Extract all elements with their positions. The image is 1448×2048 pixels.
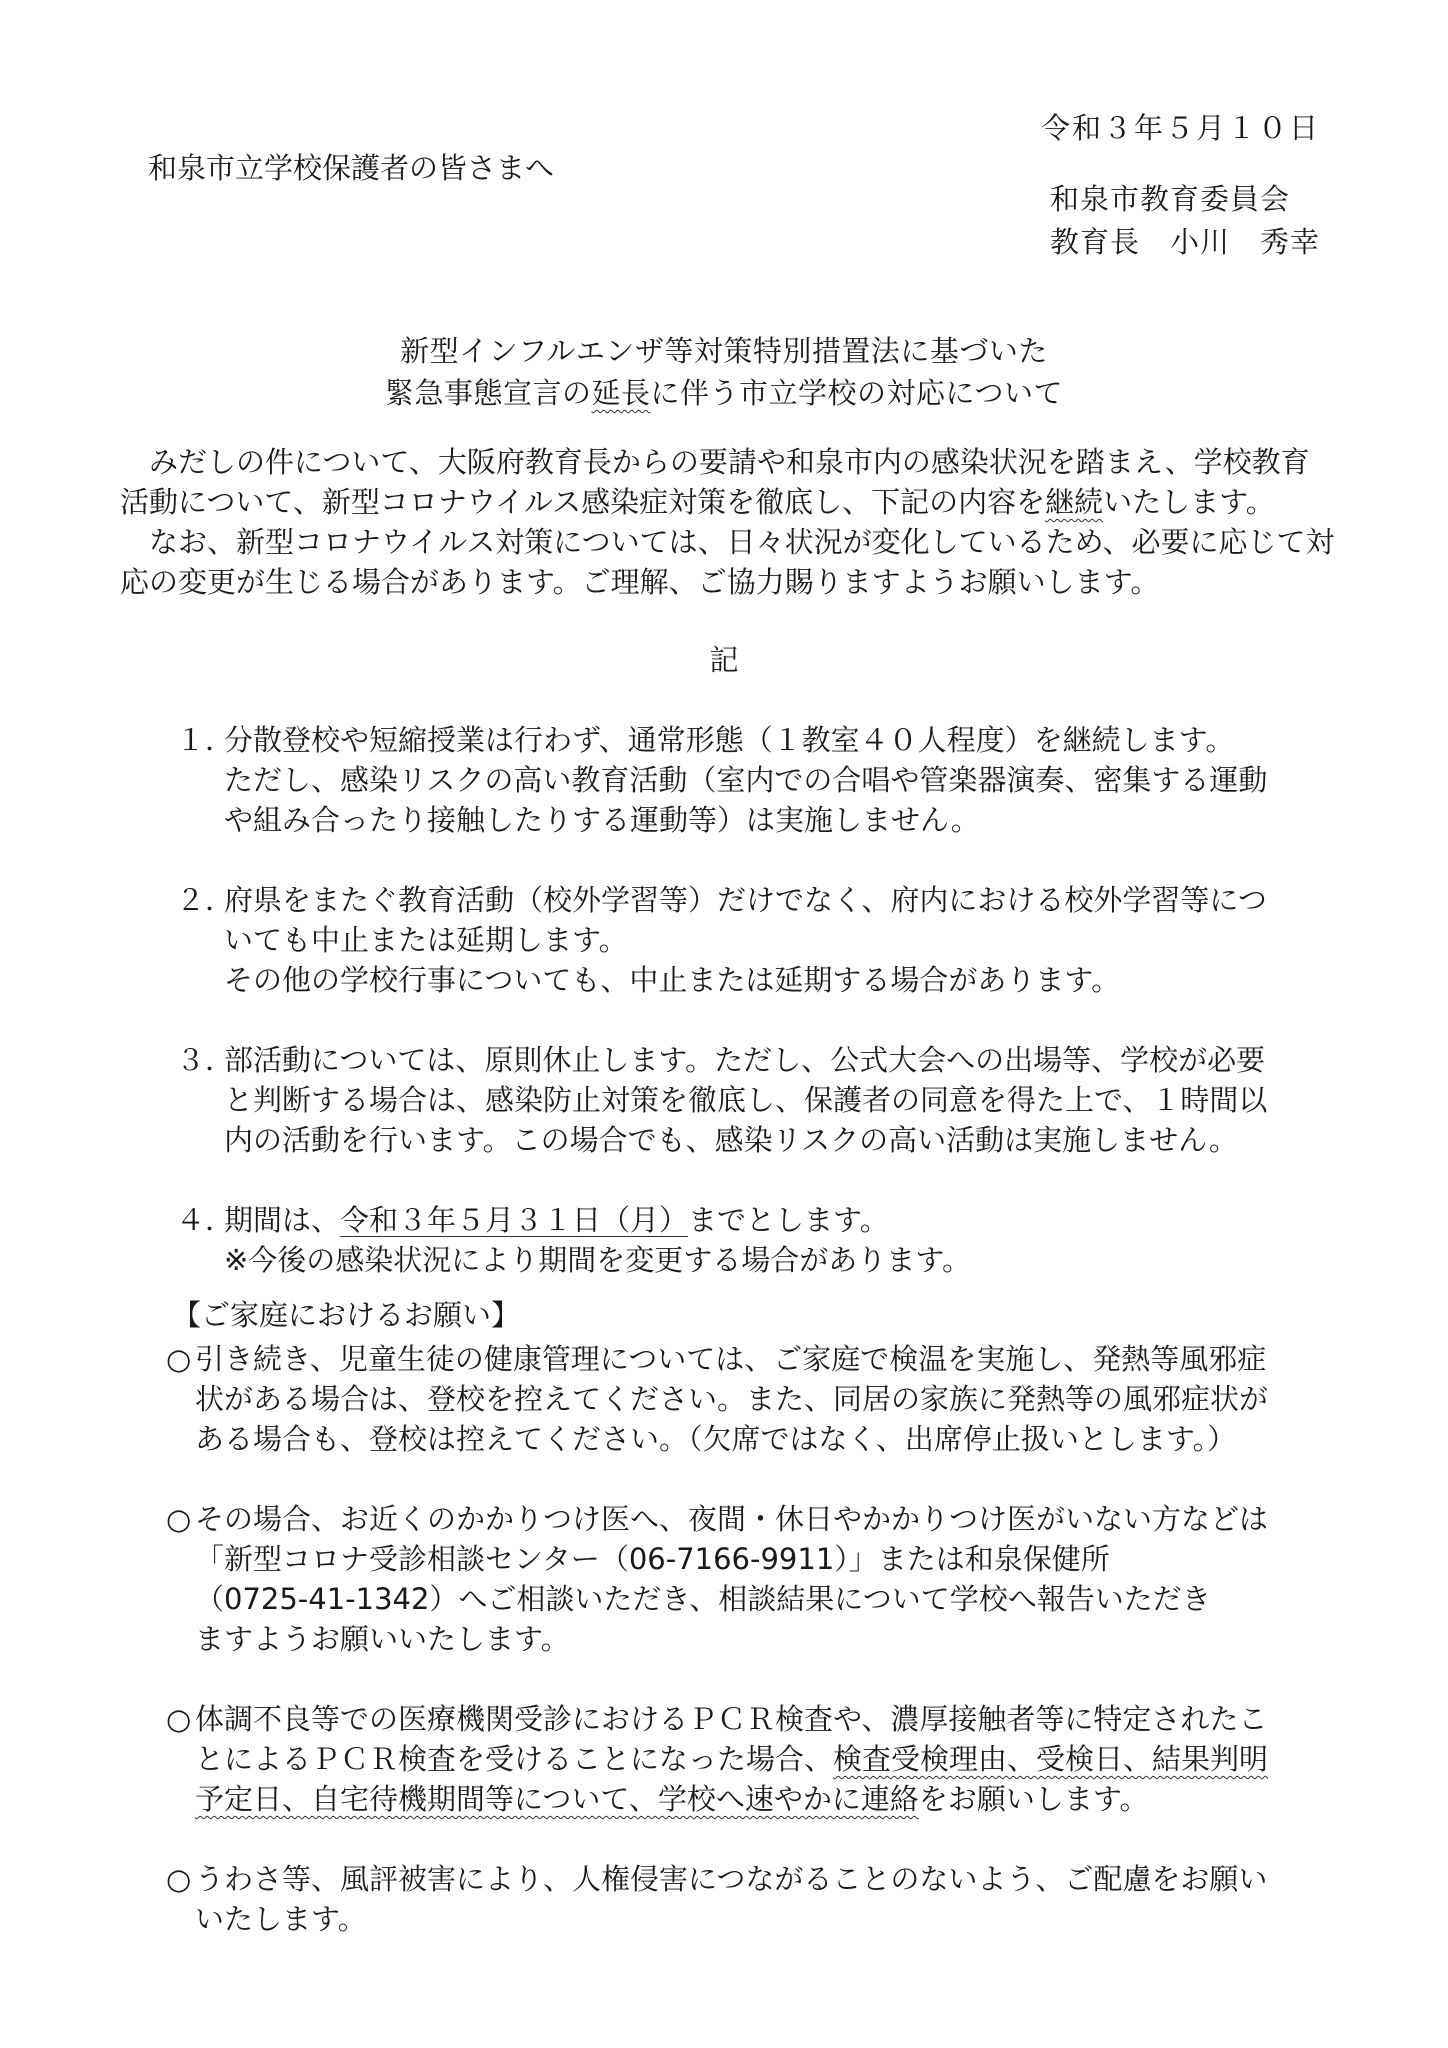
item-number: ４． bbox=[176, 1203, 235, 1237]
intro-text bbox=[120, 442, 1335, 602]
request-line: （0725-41-1342）へご相談いただき、相談結果について学校へ報告いただき bbox=[195, 1582, 1211, 1616]
period-end-date: 令和３年５月３１日（月） bbox=[340, 1203, 689, 1237]
addressee: 和泉市立学校保護者の皆さまへ bbox=[148, 151, 555, 185]
request-4 bbox=[166, 1859, 1341, 1939]
request-body bbox=[195, 1339, 1341, 1459]
circle-bullet: ○ bbox=[166, 1342, 192, 1376]
request-line bbox=[195, 1779, 1341, 1819]
circle-bullet: ○ bbox=[166, 1702, 192, 1736]
title-line-2-post: に伴う市立学校の対応について bbox=[650, 376, 1063, 410]
item-body bbox=[224, 1200, 1336, 1280]
request-3-post: をお願いします。 bbox=[918, 1782, 1149, 1816]
item-line: いても中止または延期します。 bbox=[224, 923, 628, 957]
home-requests bbox=[166, 1295, 1341, 1979]
request-3-emphasis-a: 検査受検理由、受検日、結果判明 bbox=[833, 1742, 1269, 1776]
title-line-1: 新型インフルエンザ等対策特別措置法に基づいた bbox=[400, 334, 1048, 368]
item-number: ３． bbox=[176, 1043, 235, 1077]
item-line: その他の学校行事についても、中止または延期する場合があります。 bbox=[224, 963, 1121, 997]
item-line: 部活動については、原則休止します。ただし、公式大会への出場等、学校が必要 bbox=[224, 1043, 1266, 1077]
item-number: ２． bbox=[176, 883, 235, 917]
request-line: ますようお願いいたします。 bbox=[195, 1622, 570, 1656]
item-4-post: までとします。 bbox=[688, 1203, 889, 1237]
item-line: ※今後の感染状況により期間を変更する場合があります。 bbox=[224, 1243, 971, 1277]
request-body bbox=[195, 1499, 1341, 1659]
item-line: ただし、感染リスクの高い教育活動（室内での合唱や管楽器演奏、密集する運動 bbox=[224, 763, 1268, 797]
intro-p1-pre: みだしの件について、大阪府教育長からの要請や和泉市内の感染状況を踏まえ、学校教育活動について、新型コロナウイルス感染症対策を徹底し、下記の内容を bbox=[120, 445, 1310, 519]
ki-heading: 記 bbox=[709, 643, 739, 677]
request-3-pre: とによるＰＣＲ検査を受けることになった場合、 bbox=[195, 1742, 834, 1776]
item-line bbox=[224, 1200, 1336, 1240]
request-3-emphasis-b: 予定日、自宅待機期間等について、学校へ速やかに連絡 bbox=[195, 1782, 919, 1816]
request-line: 体調不良等での医療機関受診におけるＰＣＲ検査や、濃厚接触者等に特定されたこ bbox=[195, 1702, 1268, 1736]
request-2 bbox=[166, 1499, 1341, 1659]
request-line: その場合、お近くのかかりつけ医へ、夜間・休日やかかりつけ医がいない方などは bbox=[195, 1502, 1269, 1536]
intro-emphasis-continue: 継続 bbox=[1045, 485, 1104, 519]
item-line: と判断する場合は、感染防止対策を徹底し、保護者の同意を得た上で、１時間以 bbox=[224, 1083, 1268, 1117]
item-body bbox=[224, 720, 1336, 840]
item-3 bbox=[176, 1040, 1336, 1160]
home-requests-heading: 【ご家庭におけるお願い】 bbox=[172, 1298, 521, 1332]
request-line bbox=[195, 1739, 1341, 1779]
item-4-pre: 期間は、 bbox=[224, 1203, 341, 1237]
request-line: 「新型コロナ受診相談センター（06-7166-9911）」または和泉保健所 bbox=[195, 1542, 1110, 1576]
numbered-items bbox=[176, 720, 1336, 1320]
document-title bbox=[0, 330, 1448, 414]
sender-block bbox=[1050, 178, 1320, 264]
item-body bbox=[224, 880, 1336, 1000]
intro-paragraph-2: なお、新型コロナウイルス対策については、日々状況が変化しているため、必要に応じて対応の変更が生じる場合があります。ご理解、ご協力賜りますようお願いします。 bbox=[120, 525, 1335, 599]
request-line: ある場合も、登校は控えてください。（欠席ではなく、出席停止扱いとします。） bbox=[195, 1422, 1237, 1456]
request-line: 状がある場合は、登校を控えてください。また、同居の家族に発熱等の風邪症状が bbox=[195, 1382, 1269, 1416]
intro-paragraph-1 bbox=[120, 442, 1335, 522]
request-3 bbox=[166, 1699, 1341, 1819]
title-line-2-pre: 緊急事態宣言の bbox=[385, 376, 592, 410]
title-line-2 bbox=[0, 372, 1448, 414]
item-line: や組み合ったり接触したりする運動等）は実施しません。 bbox=[224, 803, 980, 837]
request-line: いたします。 bbox=[195, 1902, 367, 1936]
item-1 bbox=[176, 720, 1336, 840]
item-number: １． bbox=[176, 723, 235, 757]
intro-p1-post: いたします。 bbox=[1103, 485, 1275, 519]
item-line: 分散登校や短縮授業は行わず、通常形態（１教室４０人程度）を継続します。 bbox=[224, 723, 1235, 757]
sender-person: 教育長 小川 秀幸 bbox=[1049, 225, 1320, 259]
item-line: 内の活動を行います。この場合でも、感染リスクの高い活動は実施しません。 bbox=[224, 1123, 1238, 1157]
circle-bullet: ○ bbox=[166, 1862, 192, 1896]
request-body bbox=[195, 1699, 1341, 1819]
sender-organization: 和泉市教育委員会 bbox=[1049, 182, 1290, 216]
item-4 bbox=[176, 1200, 1336, 1280]
request-body bbox=[195, 1859, 1341, 1939]
item-line: 府県をまたぐ教育活動（校外学習等）だけでなく、府内における校外学習等につ bbox=[224, 883, 1267, 917]
title-emphasis-extension: 延長 bbox=[591, 376, 651, 410]
circle-bullet: ○ bbox=[166, 1502, 192, 1536]
request-1 bbox=[166, 1339, 1341, 1459]
request-line: 引き続き、児童生徒の健康管理については、ご家庭で検温を実施し、発熱等風邪症 bbox=[195, 1342, 1267, 1376]
item-2 bbox=[176, 880, 1336, 1000]
item-body bbox=[224, 1040, 1336, 1160]
request-line: うわさ等、風評被害により、人権侵害につながることのないよう、ご配慮をお願い bbox=[195, 1862, 1268, 1896]
issue-date: 令和３年５月１０日 bbox=[1040, 111, 1320, 145]
